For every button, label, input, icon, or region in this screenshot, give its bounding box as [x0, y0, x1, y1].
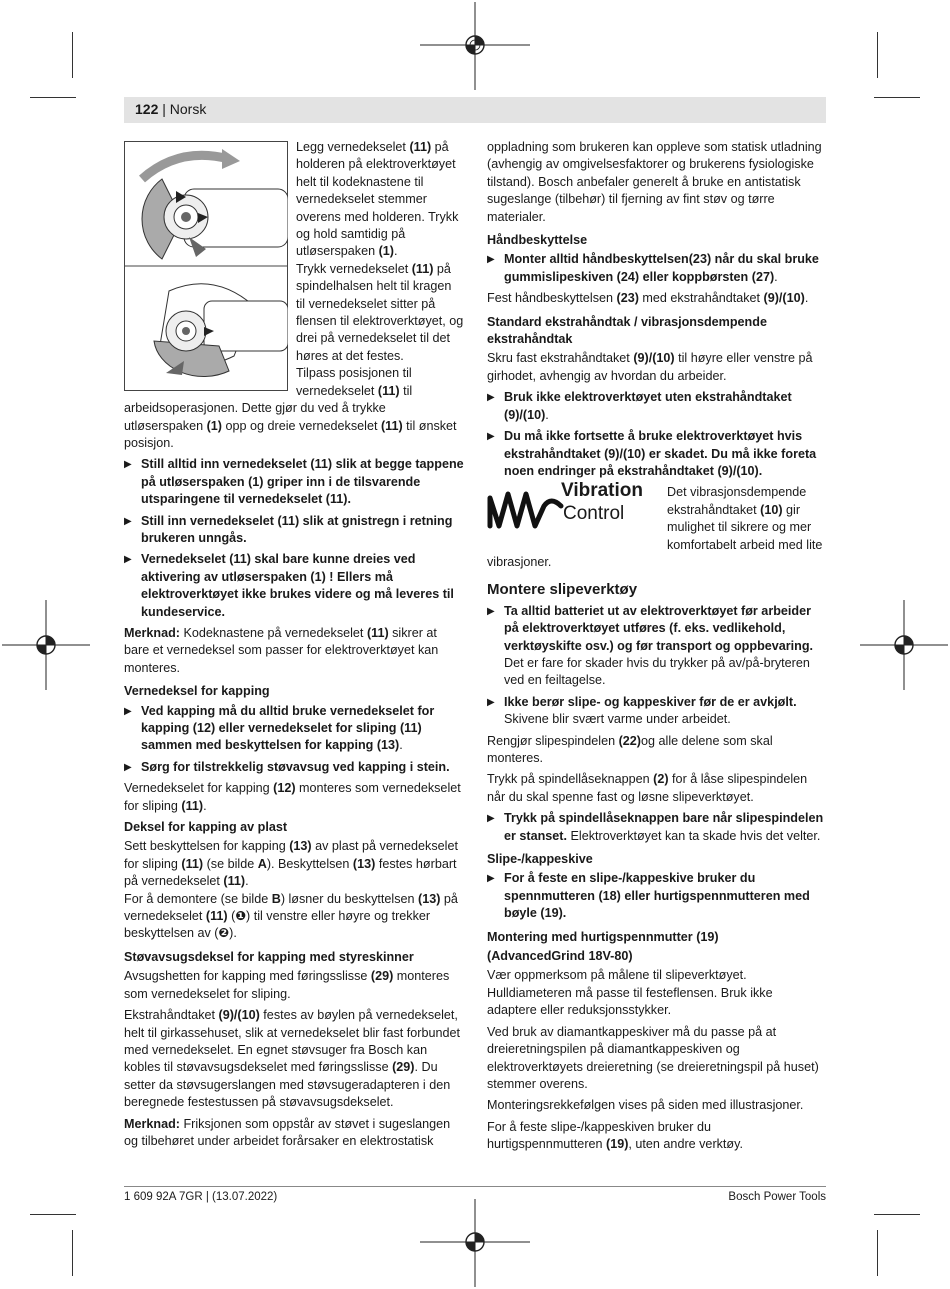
crop-mark: [72, 1230, 73, 1276]
crop-mark: [877, 32, 878, 78]
crop-mark: [72, 32, 73, 78]
paragraph: Fest håndbeskyttelsen (23) med ekstrahåndtaket (9)/(10).: [487, 291, 809, 306]
bullet-item: ▶ Du må ikke fortsette å bruke elektroverktøyet hvis ekstrahåndtaket (9)/(10) er skadet. Du må ikke foreta noen endringer på ekstrahåndtaket (9)/(10).: [487, 428, 825, 480]
footer-doc-id: 1 609 92A 7GR | (13.07.2022): [124, 1191, 278, 1203]
guard-mounting-illustration: [124, 141, 288, 391]
paragraph: Rengjør slipespindelen (22)og alle delene som skal monteres.: [487, 733, 773, 765]
guard-illustration-icon: [124, 141, 288, 391]
section-heading: Standard ekstrahåndtak / vibrasjonsdempende ekstrahåndtak: [487, 314, 767, 347]
section-heading: (AdvancedGrind 18V-80): [487, 949, 633, 964]
registration-mark-icon: [0, 600, 92, 690]
note-paragraph: Merknad: Kodeknastene på vernedekselet (11) sikrer at bare et vernedeksel som passer for elektroverktøyet kan monteres.: [124, 625, 439, 675]
paragraph: Ved bruk av diamantkappeskiver må du passe på at dreieretningspilen på diamantkappeskiven og elektroverktøyets dreieretning (se dreieretningspil på huset) stemmer overens.: [487, 1024, 819, 1091]
section-language: Norsk: [169, 101, 207, 117]
paragraph: Sett beskyttelsen for kapping (13) av plast på vernedekselet for sliping (11) (se bilde A). Beskyttelsen (13) festes hørbart på vernedekselet (11).: [124, 839, 458, 889]
right-column: [487, 139, 825, 1158]
crop-mark: [874, 1214, 920, 1215]
paragraph: Monteringsrekkefølgen vises på siden med illustrasjoner.: [487, 1098, 804, 1113]
section-heading: Vernedeksel for kapping: [124, 684, 270, 699]
paragraph: oppladning som brukeren kan oppleve som statisk utladning (avhengig av omgivelsesfaktorer og brukerens fysiologiske tilstand). Bosch anbefaler generelt å bruke en antistatisk sugeslange (tilbehør) til fjerning av fint støv og tørre materialer.: [487, 140, 822, 224]
left-column: [124, 139, 464, 1154]
footer-brand: Bosch Power Tools: [728, 1191, 826, 1203]
paragraph: Trykk på spindellåseknappen (2) for å låse slipespindelen når du skal spenne fast og løsne slipeverktøyet.: [487, 772, 808, 804]
paragraph: Det vibrasjonsdempende ekstrahåndtaket (10) gir mulighet til sikrere og mer komfortabelt arbeid med lite vibrasjoner.: [487, 485, 823, 569]
bullet-item: ▶ Ikke berør slipe- og kappeskiver før de er avkjølt. Skivene blir svært varme under arbeidet.: [487, 694, 825, 729]
vibration-control-logo: [487, 480, 659, 536]
note-paragraph: Merknad: Friksjonen som oppstår av støvet i sugeslangen og tilbehøret under arbeidet forårsaker en elektrostatisk: [124, 1116, 451, 1148]
section-heading: Montering med hurtigspennmutter (19): [487, 929, 719, 944]
bullet-item: ▶ Monter alltid håndbeskyttelsen(23) når du skal bruke gummislipeskiven (24) eller koppbørsten (27).: [487, 251, 825, 286]
crop-mark: [877, 1230, 878, 1276]
bullet-item: ▶ Vernedekselet (11) skal bare kunne dreies ved aktivering av utløserspaken (1) ! Ellers må elektroverktøyet ikke brukes videre og må leveres til kundeservice.: [124, 551, 464, 621]
crop-mark: [30, 1214, 76, 1215]
bullet-item: ▶ Still inn vernedekselet (11) slik at gnistregn i retning brukeren unngås.: [124, 513, 464, 548]
page-header: 122 | Norsk: [135, 101, 207, 117]
registration-mark-icon: [858, 600, 950, 690]
crop-mark: [30, 97, 76, 98]
paragraph: For å demontere (se bilde B) løsner du beskyttelsen (13) på vernedekselet (11) (❶) til venstre eller høyre og trekker beskyttelsen av (❷).: [124, 891, 458, 941]
section-heading: Støvavsugsdeksel for kapping med styreskinner: [124, 949, 414, 964]
bullet-item: ▶ Bruk ikke elektroverktøyet uten ekstrahåndtaket (9)/(10).: [487, 389, 825, 424]
control-logo-word: Control: [563, 503, 625, 525]
paragraph: Vernedekselet for kapping (12) monteres som vernedekselet for sliping (11).: [124, 781, 461, 813]
section-title: Montere slipeverktøy: [487, 581, 638, 599]
paragraph: Avsugshetten for kapping med føringsslisse (29) monteres som vernedekselet for sliping.: [124, 969, 450, 1001]
bullet-item: ▶ Ved kapping må du alltid bruke vernedekselet for kapping (12) eller vernedekselet for sliping (11) sammen med beskyttelsen for kapping (13).: [124, 703, 464, 755]
bullet-item: ▶ For å feste en slipe-/kappeskive bruker du spennmutteren (18) eller hurtigspennmutteren med bøyle (19).: [487, 870, 825, 922]
bullet-item: ▶ Still alltid inn vernedekselet (11) slik at begge tappene på utløserspaken (1) griper inn i de tilsvarende utsparingene til vernedekselet (11).: [124, 456, 464, 508]
paragraph: Ekstrahåndtaket (9)/(10) festes av bøylen på vernedekselet, helt til girkassehuset, slik at vernedekselet blir fast forbundet med vernedekselet. En egnet støvsuger fra Bosch kan kobles til støvavsugsdekselet med føringsslisse (29). Du setter da støvsugerslangen med støvsugeradapteren i den beregnede festestussen på støvavsugsdekselet.: [124, 1008, 461, 1110]
intro-paragraph: Legg vernedekselet (11) på holderen på elektroverktøyet helt til kodeknastene til vernedekselet stemmer overens med holderen. Trykk og hold samtidig på utløserspaken (1). Trykk vernedekselet (11) på spindelhalsen helt til kragen til vernedekselet sitter på flensen til elektroverktøyet, og drei på vernedekselet til det høres at det festes. Tilpass posisjonen til vernedekselet (11) til arbeidsoperasjonen. Dette gjør du ved å trykke utløserspaken (1) opp og dreie vernedekselet (11) til ønsket posisjon.: [124, 140, 464, 450]
vibration-logo-word: Vibration: [561, 480, 643, 502]
paragraph: Vær oppmerksom på målene til slipeverktøyet. Hulldiameteren må passe til festeflensen. Bruk ikke adaptere eller reduksjonsstykker.: [487, 968, 773, 1018]
footer-divider: [124, 1186, 826, 1187]
bullet-item: ▶ Trykk på spindellåseknappen bare når slipespindelen er stanset. Elektroverktøyet kan ta skade hvis det velter.: [487, 810, 825, 845]
registration-mark-icon: [420, 1197, 530, 1289]
crop-mark: [874, 97, 920, 98]
page-number: 122: [135, 101, 159, 117]
section-heading: Slipe-/kappeskive: [487, 852, 593, 867]
section-heading: Håndbeskyttelse: [487, 233, 588, 248]
section-heading: Deksel for kapping av plast: [124, 820, 288, 835]
paragraph: Skru fast ekstrahåndtaket (9)/(10) til høyre eller venstre på girhodet, avhengig av hvordan du arbeider.: [487, 351, 813, 383]
paragraph: For å feste slipe-/kappeskiven bruker du hurtigspennmutteren (19), uten andre verktøy.: [487, 1119, 743, 1152]
registration-mark-icon: [420, 0, 530, 92]
bullet-item: ▶ Ta alltid batteriet ut av elektroverktøyet før arbeider på elektroverktøyet utføres (f. eks. vedlikehold, verktøyskifte osv.) og før transport og oppbevaring. Det er fare for skader hvis du trykker på av/på-bryteren ved en feiltagelse.: [487, 603, 825, 690]
header-bar: [124, 97, 826, 123]
bullet-item: ▶ Sørg for tilstrekkelig støvavsug ved kapping i stein.: [124, 759, 464, 776]
